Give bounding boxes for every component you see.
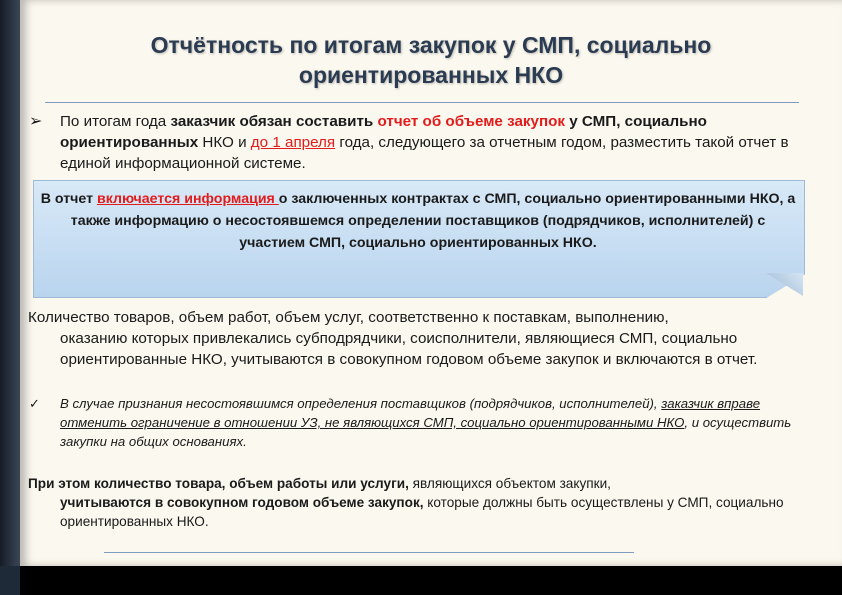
- text-bold: При этом количество товара, объем работы или услуги,: [28, 476, 409, 491]
- text: о заключенных контрактах с СМП, социально ориентированными НКО, а также информацию о несостоявшемся определении поставщиков (подрядчиков, исполнителей) с участием СМП, социально ориентированных НКО.: [70, 191, 796, 251]
- text-bold: заказчик обязан составить: [170, 113, 378, 130]
- text: Количество товаров, объем работ, объем услуг, соответственно к поставкам, выполнению,: [28, 309, 669, 326]
- text: В случае признания несостоявшимся определения поставщиков (подрядчиков, исполнителей),: [60, 396, 662, 411]
- paragraph-failed-procurement: [60, 394, 820, 451]
- check-bullet-icon: ✓: [29, 396, 40, 411]
- page-title: [20, 30, 842, 90]
- divider-top: [45, 102, 799, 103]
- text: года, следующего за отчетным годом, разместить такой отчет в единой информационной системе.: [60, 134, 789, 172]
- text: оказанию которых привлекались субподрядчики, соисполнители, являющиеся СМП, социально ориентированные НКО, учитываются в совокупном годовом объеме закупок и включаются в отчет.: [60, 330, 758, 368]
- text: НКО и: [198, 134, 251, 151]
- divider-bottom: [104, 552, 634, 553]
- slide-left-edge: [0, 0, 20, 566]
- text-underlined: заказчик вправе отменить ограничение в отношении УЗ, не являющихся СМП, социально ориентированными НКО: [60, 396, 761, 430]
- paragraph-report-obligation: [60, 111, 790, 174]
- text-bold: учитываются в совокупном годовом объеме закупок,: [60, 495, 424, 510]
- text-highlight: включается информация: [96, 191, 279, 207]
- text: По итогам года: [60, 113, 171, 130]
- text: которые должны быть осуществлены у СМП, социально ориентированных НКО.: [60, 495, 784, 529]
- paragraph-annual-volume: [28, 474, 828, 531]
- text: В отчет: [40, 191, 97, 207]
- callout-text: [40, 188, 796, 254]
- text-continued: [28, 493, 828, 531]
- title-line-2: ориентированных НКО: [298, 62, 564, 88]
- text: , и осуществить закупки на общих основаниях.: [60, 415, 792, 449]
- arrow-bullet-icon: ➢: [29, 113, 43, 130]
- text-highlight: отчет об объеме закупок: [377, 113, 565, 130]
- deadline-highlight: до 1 апреля: [250, 134, 336, 151]
- bottom-bar: [20, 566, 842, 595]
- title-line-1: Отчётность по итогам закупок у СМП, социально: [150, 32, 712, 58]
- paragraph-subcontractors: [28, 307, 828, 370]
- text: являющихся объектом закупки,: [408, 476, 611, 491]
- text-bold: у СМП, социально ориентированных: [60, 113, 707, 151]
